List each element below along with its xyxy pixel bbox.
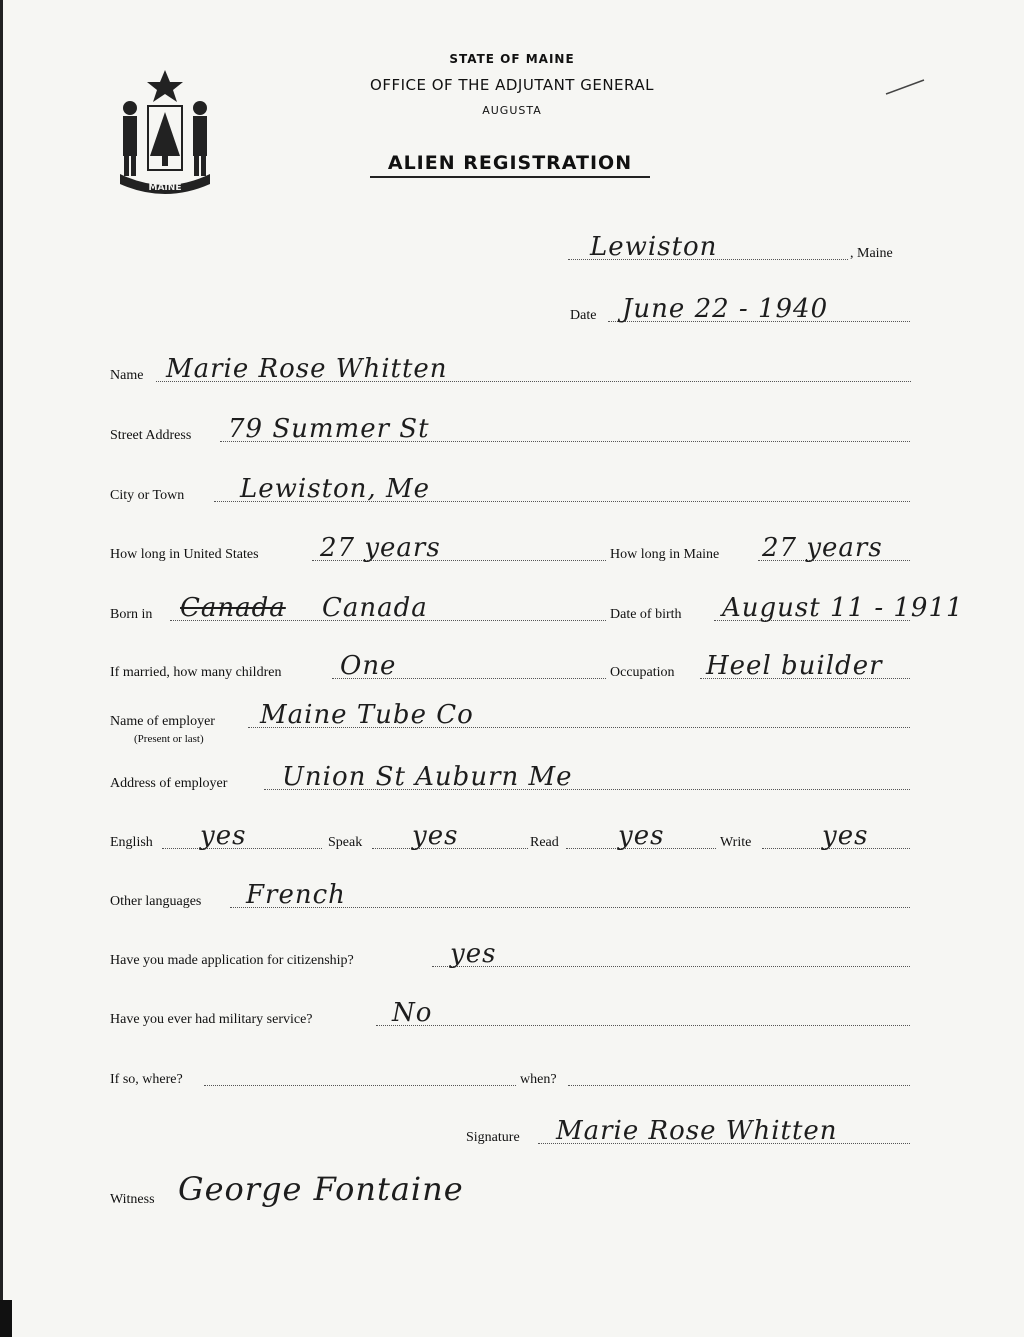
employer-address-row — [110, 762, 915, 796]
signature-label: Signature — [466, 1130, 520, 1145]
date-of-birth-value: August 11 - 1911 — [722, 593, 964, 623]
witness-row — [110, 1170, 530, 1212]
employer-row — [110, 700, 915, 734]
speak-value: yes — [412, 821, 459, 851]
english-value: yes — [200, 821, 247, 851]
scan-corner-shadow — [0, 1300, 12, 1337]
write-value: yes — [822, 821, 869, 851]
birth-row — [110, 593, 964, 627]
citizenship-label: Have you made application for citizenship? — [110, 953, 354, 968]
read-label: Read — [530, 835, 559, 850]
where-row — [110, 1066, 915, 1092]
military-value: No — [392, 998, 433, 1028]
other-languages-label: Other languages — [110, 894, 202, 909]
name-value: Marie Rose Whitten — [166, 354, 448, 384]
form-title: ALIEN REGISTRATION — [370, 152, 650, 178]
employer-sublabel: (Present or last) — [134, 733, 204, 745]
read-value: yes — [618, 821, 665, 851]
english-label: English — [110, 835, 153, 850]
years-row — [110, 533, 915, 567]
english-row — [110, 821, 915, 855]
street-value: 79 Summer St — [228, 414, 430, 444]
city-row — [110, 474, 915, 508]
name-label: Name — [110, 368, 144, 383]
born-in-label: Born in — [110, 607, 153, 622]
occupation-label: Occupation — [610, 665, 675, 680]
children-row — [110, 651, 915, 685]
write-label: Write — [720, 835, 752, 850]
employer-address-label: Address of employer — [110, 776, 228, 791]
header-office: OFFICE OF THE ADJUTANT GENERAL — [370, 76, 654, 94]
city-label: City or Town — [110, 488, 185, 503]
place-suffix: , Maine — [850, 246, 893, 261]
street-row — [110, 414, 915, 448]
check-mark-icon — [884, 78, 926, 100]
born-in-value: Canada — [322, 593, 428, 623]
when-label: when? — [520, 1072, 557, 1087]
where-label: If so, where? — [110, 1072, 183, 1087]
employer-label: Name of employer — [110, 714, 215, 729]
city-value: Lewiston, Me — [240, 474, 430, 504]
military-row — [110, 998, 915, 1032]
date-of-birth-label: Date of birth — [610, 607, 682, 622]
born-in-struck: Canada — [180, 593, 286, 623]
place-row — [560, 232, 920, 266]
name-row — [110, 354, 915, 388]
other-languages-value: French — [246, 880, 346, 910]
years-us-label: How long in United States — [110, 547, 259, 562]
years-maine-value: 27 years — [762, 533, 883, 563]
employer-value: Maine Tube Co — [260, 700, 474, 730]
place-value: Lewiston — [590, 232, 718, 262]
header-state: STATE OF MAINE — [449, 52, 575, 66]
date-value: June 22 - 1940 — [622, 294, 829, 324]
witness-label: Witness — [110, 1192, 155, 1207]
signature-value: Marie Rose Whitten — [556, 1116, 838, 1146]
date-label: Date — [570, 308, 597, 323]
citizenship-value: yes — [450, 939, 497, 969]
other-languages-row — [110, 880, 915, 914]
occupation-value: Heel builder — [706, 651, 883, 681]
seal-text: MAINE — [148, 183, 182, 193]
years-maine-label: How long in Maine — [610, 547, 720, 562]
date-row — [570, 294, 915, 328]
military-label: Have you ever had military service? — [110, 1012, 313, 1027]
years-us-value: 27 years — [320, 533, 441, 563]
citizenship-row — [110, 939, 915, 973]
header-city: AUGUSTA — [482, 104, 542, 117]
children-value: One — [340, 651, 397, 681]
employer-address-value: Union St Auburn Me — [282, 762, 573, 792]
children-label: If married, how many children — [110, 665, 282, 680]
signature-row — [466, 1116, 915, 1150]
witness-value: George Fontaine — [178, 1170, 464, 1208]
street-label: Street Address — [110, 428, 192, 443]
speak-label: Speak — [328, 835, 363, 850]
